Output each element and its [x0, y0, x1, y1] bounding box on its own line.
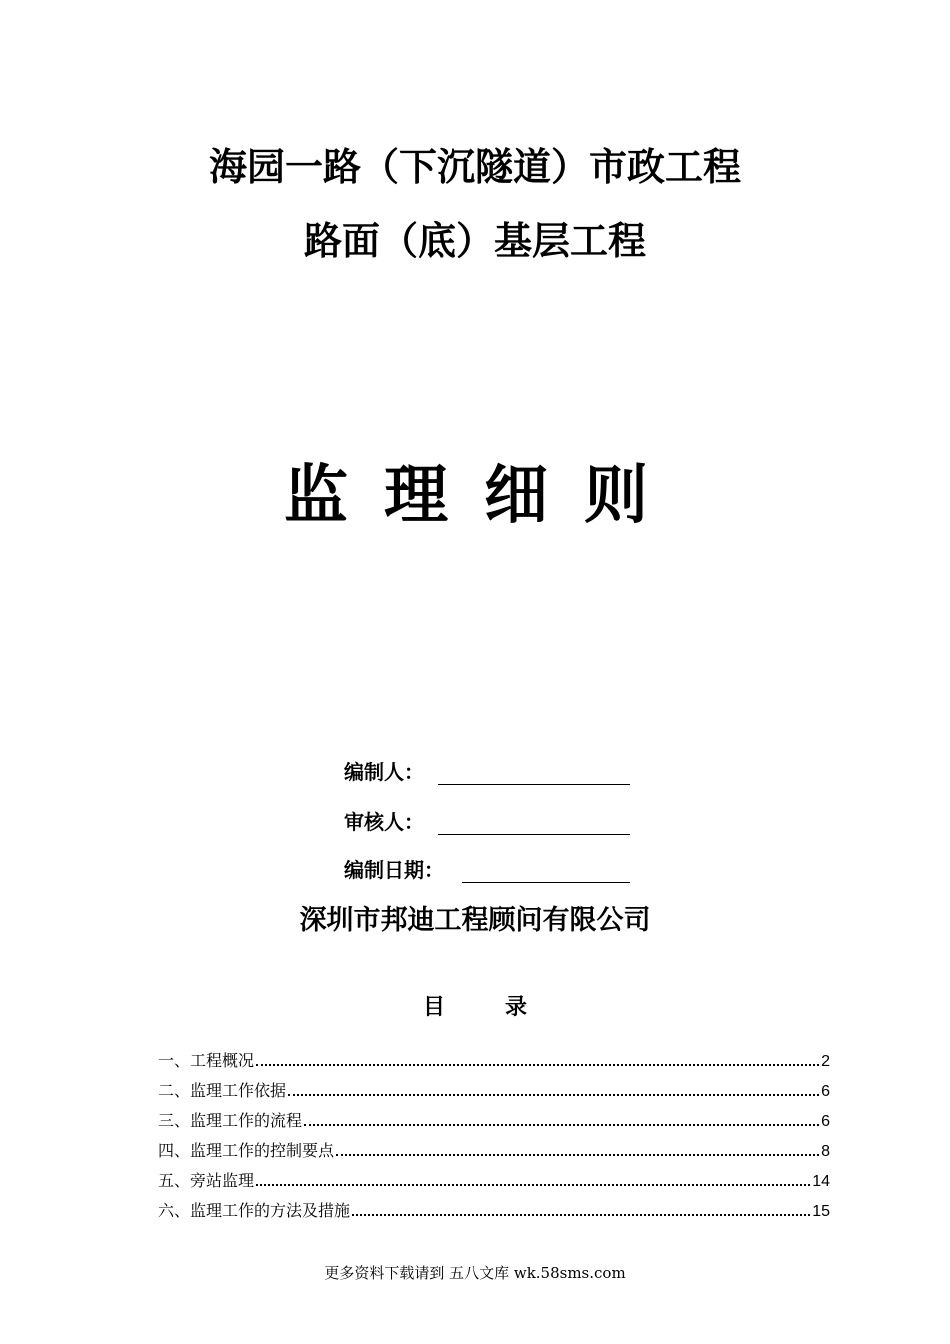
toc-heading — [0, 990, 950, 1021]
toc-entry-page: 6 — [821, 1113, 830, 1130]
toc-entry[interactable] — [158, 1108, 830, 1138]
toc-entry[interactable] — [158, 1138, 830, 1168]
toc-entry-page: 14 — [812, 1173, 830, 1190]
toc-entry-page: 8 — [821, 1143, 830, 1160]
toc-entry-label: 六、监理工作的方法及措施 — [158, 1201, 351, 1220]
toc-entry[interactable] — [158, 1048, 830, 1078]
compiler-signature-line — [438, 762, 630, 785]
signature-row-reviewer — [344, 806, 630, 835]
toc-entry[interactable] — [158, 1168, 830, 1198]
toc-leader-dots — [256, 1184, 810, 1186]
toc-entry-page: 15 — [812, 1203, 830, 1220]
toc-leader-dots — [304, 1124, 819, 1126]
company-name: 深圳市邦迪工程顾问有限公司 — [299, 905, 651, 936]
toc-entry-page: 2 — [821, 1053, 830, 1070]
toc-entry-page: 6 — [821, 1083, 830, 1100]
toc-entry[interactable] — [158, 1198, 830, 1228]
table-of-contents — [158, 1048, 830, 1228]
compiler-label: 编制人： — [344, 760, 424, 784]
date-signature-line — [462, 860, 630, 883]
document-title-line-1: 海园一路（下沉隧道）市政工程 — [208, 145, 741, 189]
toc-entry-label: 三、监理工作的流程 — [158, 1111, 303, 1130]
reviewer-signature-line — [438, 812, 630, 835]
reviewer-label: 审核人： — [344, 810, 424, 834]
footer-download-note: 更多资料下载请到 五八文库 wk.58sms.com — [324, 1264, 626, 1282]
toc-entry-label: 二、监理工作依据 — [158, 1081, 287, 1100]
toc-entry-label: 一、工程概况 — [158, 1051, 255, 1070]
toc-leader-dots — [256, 1064, 819, 1066]
signature-row-date — [344, 854, 630, 883]
toc-leader-dots — [336, 1154, 819, 1156]
document-type-heading: 监理细则 — [284, 459, 684, 533]
toc-leader-dots — [288, 1094, 819, 1096]
toc-heading-left: 目 — [422, 995, 445, 1020]
toc-entry-label: 四、监理工作的控制要点 — [158, 1141, 335, 1160]
date-label: 编制日期： — [344, 858, 444, 882]
document-title-line-2: 路面（底）基层工程 — [303, 219, 646, 263]
toc-heading-right: 录 — [505, 995, 528, 1020]
signature-row-compiler — [344, 756, 630, 785]
toc-leader-dots — [352, 1214, 810, 1216]
toc-entry[interactable] — [158, 1078, 830, 1108]
toc-entry-label: 五、旁站监理 — [158, 1171, 255, 1190]
